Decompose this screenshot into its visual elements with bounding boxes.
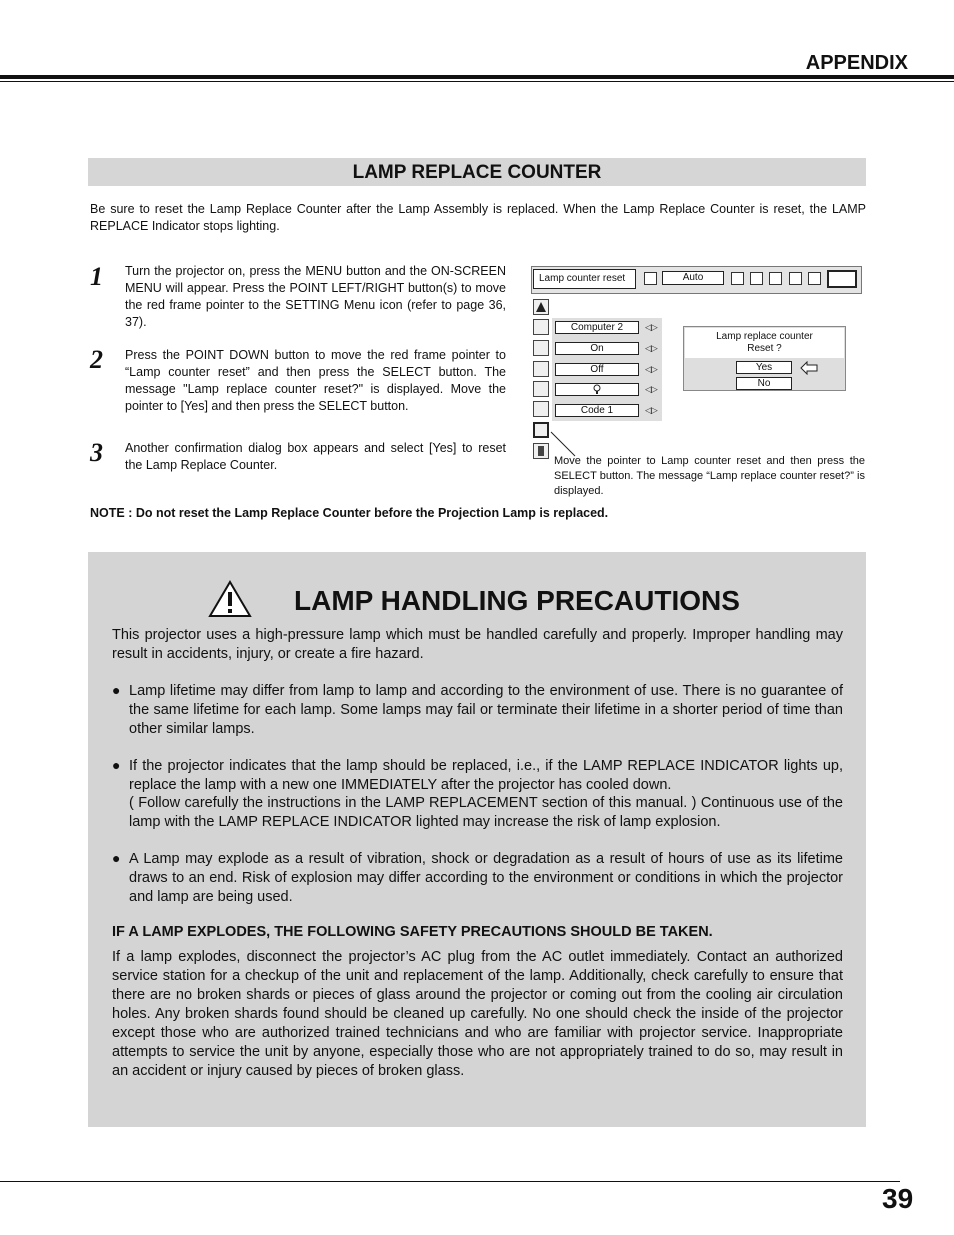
power-management-icon <box>533 381 549 397</box>
color-icon <box>769 272 782 285</box>
header-rule <box>0 75 954 79</box>
page-number: 39 <box>882 1183 914 1214</box>
section-title: LAMP REPLACE COUNTER <box>88 158 866 186</box>
precaution-item-continued: ( Follow carefully the instructions in the LAMP REPLACEMENT section of this manual. ) Continuous use of the lamp with the LAMP REPLACE INDICATOR lighted may increase the risk of lamp explosion. <box>129 795 843 830</box>
setting-field-lamp <box>555 383 639 396</box>
image-icon <box>750 272 763 285</box>
left-right-arrow-icon: ◁▷ <box>645 343 657 353</box>
lamp-counter-icon <box>533 422 549 438</box>
left-right-arrow-icon: ◁▷ <box>645 322 657 332</box>
step-number: 1 <box>90 262 103 291</box>
precaution-item: If the projector indicates that the lamp should be replaced, i.e., if the LAMP REPLACE INDICATOR lights up, replace the lamp with a new one IMMEDIATELY after the projector has cooled down. <box>129 758 843 793</box>
step-text: Turn the projector on, press the MENU button and the ON-SCREEN MENU will appear. Press the POINT LEFT/RIGHT button(s) to move the red frame pointer to the SETTING Menu icon (refer to page 36, 37). <box>125 264 506 329</box>
screen-caption: Move the pointer to Lamp counter reset and then press the SELECT button. The message “Lamp replace counter reset?” is displayed. <box>554 455 865 497</box>
pointer-arrow-icon <box>800 361 818 375</box>
step-number: 2 <box>90 345 103 374</box>
precaution-item: A Lamp may explode as a result of vibration, shock or degradation as a result of hours of use as its lifetime draws to an end. Risk of explosion may differ according to the environment or conditions in which the projector and lamp are being used. <box>129 851 843 905</box>
setting-field: On <box>555 342 639 355</box>
header-rule-thin <box>0 81 954 82</box>
warning-icon <box>208 580 252 618</box>
precautions-title: LAMP HANDLING PRECAUTIONS <box>294 585 740 616</box>
bullet-icon: ● <box>112 682 121 698</box>
dialog-line: Lamp replace counter <box>716 331 813 342</box>
no-button[interactable]: No <box>736 377 792 390</box>
footer-rule <box>0 1181 900 1182</box>
display-icon <box>731 272 744 285</box>
security-icon <box>533 401 549 417</box>
step-text: Press the POINT DOWN button to move the red frame pointer to “Lamp counter reset” and then press the SELECT button. The message "Lamp replace counter reset?" is displayed. Move the pointer to [Yes] and then press the SELECT button. <box>125 348 506 413</box>
input-icon <box>644 272 657 285</box>
left-right-arrow-icon: ◁▷ <box>645 364 657 374</box>
left-right-arrow-icon: ◁▷ <box>645 405 657 415</box>
header-title: APPENDIX <box>805 52 908 74</box>
screen-icon <box>789 272 802 285</box>
precautions-body: If a lamp explodes, disconnect the projector’s AC plug from the AC outlet immediately. Contact an authorized service station for a checkup of the unit and replacement of the lamp. Additionally, check carefully to ensure that there are no broken shards or pieces of glass around the projector or coming out from the cooling air circulation holes. Any broken shards found should be cleaned up carefully. No one should check the inside of the projector except those who are authorized trained technicians and who are familiar with projector service. Inappropriate attempts to service the unit by anyone, especially those who are not appropriately trained to do so, may result in an accident or injury caused by pieces of broken glass. <box>112 949 843 1079</box>
step-number: 3 <box>90 438 103 467</box>
keystone-icon <box>533 319 549 335</box>
blank-icon <box>533 361 549 377</box>
section-intro: Be sure to reset the Lamp Replace Counter after the Lamp Assembly is replaced. When the Lamp Replace Counter is reset, the LAMP REPLACE Indicator stops lighting. <box>90 202 866 233</box>
setting-field: Code 1 <box>555 404 639 417</box>
precaution-item: Lamp lifetime may differ from lamp to lamp and according to the environment of use. There is no guarantee of the same lifetime for each lamp. Some lamps may fail or terminate their lifetime in a shorter period of time than other similar lamps. <box>129 683 843 737</box>
step-text: Another confirmation dialog box appears and select [Yes] to reset the Lamp Replace Counter. <box>125 441 506 472</box>
yes-button[interactable]: Yes <box>736 361 792 374</box>
bullet-icon: ● <box>112 850 121 866</box>
sound-icon <box>808 272 821 285</box>
menu-value: Auto <box>662 271 724 285</box>
left-right-arrow-icon: ◁▷ <box>645 384 657 394</box>
down-arrow-icon <box>533 443 549 459</box>
note: NOTE : Do not reset the Lamp Replace Counter before the Projection Lamp is replaced. <box>90 506 609 520</box>
lamp-icon <box>533 340 549 356</box>
setting-field: Computer 2 <box>555 321 639 334</box>
up-arrow-icon <box>533 299 549 315</box>
bullet-icon: ● <box>112 757 121 773</box>
precautions-intro: This projector uses a high-pressure lamp which must be handled carefully and properly. Improper handling may result in accidents, injury, or create a fire hazard. <box>112 627 843 662</box>
dialog-line: Reset ? <box>747 343 782 354</box>
precautions-subhead: IF A LAMP EXPLODES, THE FOLLOWING SAFETY PRECAUTIONS SHOULD BE TAKEN. <box>112 924 713 940</box>
menu-item-label: Lamp counter reset <box>533 269 636 289</box>
setting-field: Off <box>555 363 639 376</box>
setting-menu-icon <box>827 270 857 288</box>
dialog-message <box>685 328 844 358</box>
